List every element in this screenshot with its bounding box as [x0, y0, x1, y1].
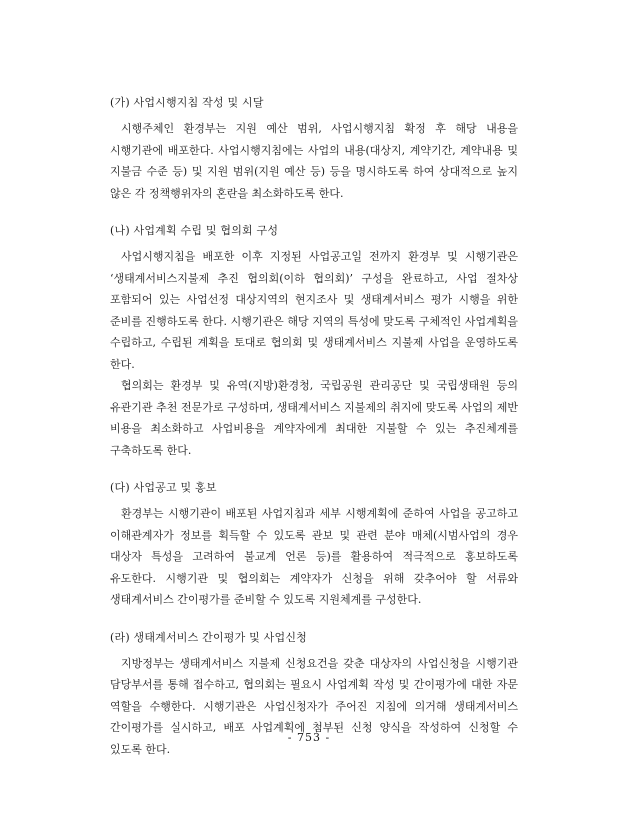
section-heading: (라) 생태계서비스 간이평가 및 사업신청 — [110, 630, 307, 644]
section-paragraph: 협의회는 환경부 및 유역(지방)환경청, 국립공원 관리공단 및 국립생태원 등의 유관기관 추천 전문가로 구성하며, 생태계서비스 지불제의 취지에 맞도록 사업의 제반 비용을 최소화하고 사업비용을 계약자에게 최대한 지불할 수 있는 추진체계를 구축하도록 한다. — [110, 379, 518, 457]
section-paragraph: 지방정부는 생태계서비스 지불제 신청요건을 갖춘 대상자의 사업신청을 시행기관 담당부서를 통해 접수하고, 협의회는 필요시 사업계획 작성 및 간이평가에 대한 자문 역할을 수행한다. 시행기관은 사업신청자가 주어진 지침에 의거해 생태계서비스 간이평가를 실시하고, 배포 사업계획에 첨부된 신청 양식을 작성하여 신청할 수 있도록 한다. — [110, 656, 518, 756]
section-heading: (가) 사업시행지침 작성 및 시달 — [110, 96, 264, 109]
page-number: - 753 - — [287, 731, 331, 744]
section-heading: (나) 사업계획 수립 및 협의회 구성 — [110, 224, 279, 237]
document-body — [110, 96, 518, 780]
section-ga — [110, 96, 518, 204]
section-paragraph: 환경부는 시행기관이 배포된 사업지침과 세부 시행계획에 준하여 사업을 공고하고 이해관계자가 정보를 획득할 수 있도록 관보 및 관련 분야 매체(시범사업의 경우 대상자 특성을 고려하여 불교계 언론 등)를 활용하여 적극적으로 홍보하도록 유도한다. 시행기관 및 협의회는 계약자가 신청을 위해 갖추어야 할 서류와 생태계서비스 간이평가를 준비할 수 있도록 지원체계를 구성한다. — [110, 507, 518, 606]
section-heading: (다) 사업공고 및 홍보 — [110, 481, 217, 494]
section-da — [110, 481, 518, 611]
section-paragraph: 사업시행지침을 배포한 이후 지정된 사업공고일 전까지 환경부 및 시행기관은 ‘생태계서비스지불제 추진 협의회(이하 협의회)’ 구성을 완료하고, 사업 절차상 포함되어 있는 사업선정 대상지역의 현지조사 및 생태계서비스 평가 시행을 위한 준비를 진행하도록 한다. 시행기관은 해당 지역의 특성에 맞도록 구체적인 사업계획을 수립하고, 수립된 계획을 토대로 협의회 및 생태계서비스 지불제 사업을 운영하도록 한다. — [110, 250, 518, 371]
section-na — [110, 224, 518, 461]
section-paragraph: 시행주체인 환경부는 지원 예산 범위, 사업시행지침 확정 후 해당 내용을 시행기관에 배포한다. 사업시행지침에는 사업의 내용(대상지, 계약기간, 계약내용 및 지불금 수준 등) 및 지원 범위(지원 예산 등) 등을 명시하도록 하여 상대적으로 높지 않은 각 정책행위자의 혼란을 최소화하도록 한다. — [110, 122, 518, 200]
